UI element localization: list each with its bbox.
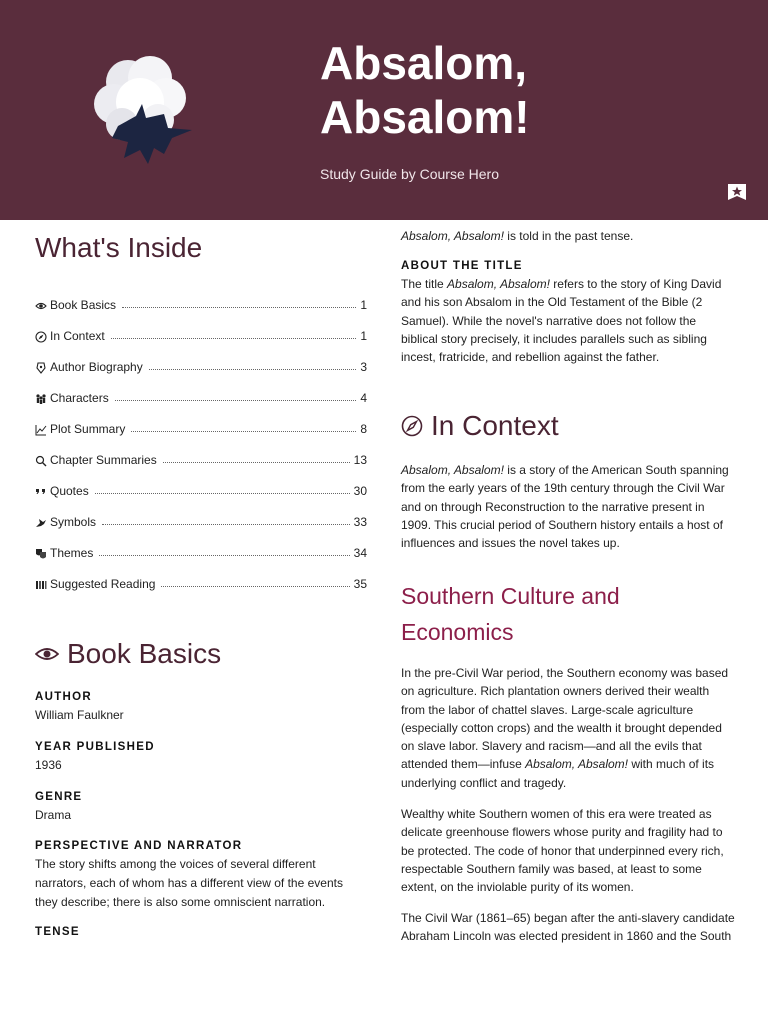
toc-label: Suggested Reading: [50, 577, 156, 591]
perspective-field: [35, 840, 367, 912]
toc-label: In Context: [50, 329, 105, 343]
toc-label: Author Biography: [50, 360, 143, 374]
toc-label: Themes: [50, 546, 94, 560]
context-sentence: is a story of the American South spanning from the early years of the 19th century through the Civil War and on through Reconstruction to the narrative present in 1909. This crucial period of Southern history entails a host of influences and issues the novel takes up.: [401, 463, 729, 551]
eye-icon: [35, 300, 47, 312]
people-icon: [35, 393, 47, 405]
compass-icon: [35, 331, 47, 343]
toc-page: 1: [360, 298, 367, 312]
toc-label: Chapter Summaries: [50, 453, 157, 467]
perspective-value: The story shifts among the voices of several different narrators, each of whom has a different view of the events they describe; there is also some omniscient narration.: [35, 857, 343, 909]
book-basics-heading: Book Basics: [67, 638, 222, 669]
toc-leader: [99, 555, 349, 556]
quote-icon: [35, 486, 47, 498]
toc-page: 4: [360, 391, 367, 405]
book-title: [320, 36, 530, 144]
books-icon: [35, 579, 47, 591]
toc-page: 8: [360, 422, 367, 436]
chart-icon: [35, 424, 47, 436]
bird-icon: [35, 517, 47, 529]
toc-page: 1: [360, 329, 367, 343]
toc-label: Book Basics: [50, 298, 117, 312]
toc-item-quotes[interactable]: [35, 480, 367, 498]
magnifier-icon: [35, 455, 47, 467]
italic-title: Absalom, Absalom!: [401, 229, 504, 243]
italic-title: Absalom, Absalom!: [447, 277, 550, 291]
eye-icon: [35, 646, 59, 662]
toc-leader: [161, 586, 349, 587]
toc-item-themes[interactable]: [35, 542, 367, 560]
tense-label: TENSE: [35, 926, 80, 938]
toc-item-author-biography[interactable]: [35, 356, 367, 374]
about-text-b: refers to the story of King David and his son Absalom in the Old Testament of the Bible (2 Samuel). While the novel's narrative does not follow the biblical story precisely, it includes parallels such as sibling incest, fratricide, and rebellion against the father.: [401, 277, 722, 365]
cotton-boll-logo: [88, 54, 198, 166]
toc-page: 35: [353, 577, 367, 591]
toc-leader: [95, 493, 350, 494]
book-basics-header: [35, 638, 221, 670]
southern-para-3: The Civil War (1861–65) began after the anti-slavery candidate Abraham Lincoln was elected president in 1860 and the South: [401, 911, 735, 944]
in-context-heading: In Context: [431, 410, 559, 441]
tense-text: [401, 227, 736, 245]
genre-value: Drama: [35, 808, 72, 822]
southern-para-1: [401, 664, 736, 792]
bookmark-star-icon: [727, 183, 747, 203]
toc-item-chapter-summaries[interactable]: [35, 449, 367, 467]
toc-item-plot-summary[interactable]: [35, 418, 367, 436]
toc-leader: [163, 462, 350, 463]
toc-item-symbols[interactable]: [35, 511, 367, 529]
toc-item-book-basics[interactable]: [35, 294, 367, 312]
toc-leader: [122, 307, 356, 308]
author-field: [35, 691, 367, 725]
year-label: YEAR PUBLISHED: [35, 741, 155, 753]
italic-title: Absalom, Absalom!: [401, 463, 504, 477]
genre-label: GENRE: [35, 791, 83, 803]
pen-nib-icon: [35, 362, 47, 374]
study-guide-subtitle: Study Guide by Course Hero: [320, 166, 499, 182]
toc-item-in-context[interactable]: [35, 325, 367, 343]
tense-field: [35, 926, 367, 938]
toc-leader: [111, 338, 357, 339]
author-value: William Faulkner: [35, 708, 124, 722]
genre-field: [35, 791, 367, 825]
header-banner: [0, 0, 768, 220]
toc-label: Plot Summary: [50, 422, 126, 436]
toc-page: 30: [353, 484, 367, 498]
toc-page: 13: [353, 453, 367, 467]
about-text-a: The title: [401, 277, 448, 291]
about-title-label: ABOUT THE TITLE: [401, 260, 523, 272]
southern-culture-heading: Southern Culture and Economics: [401, 583, 620, 645]
toc-leader: [115, 400, 357, 401]
about-title-text: [401, 275, 736, 366]
toc-leader: [102, 524, 350, 525]
toc-label: Symbols: [50, 515, 97, 529]
masks-icon: [35, 548, 47, 560]
toc-leader: [149, 369, 357, 370]
italic-title: Absalom, Absalom!: [525, 757, 629, 772]
book-title-line2: Absalom!: [320, 91, 530, 143]
toc-item-characters[interactable]: [35, 387, 367, 405]
book-title-line1: Absalom,: [320, 37, 528, 89]
compass-icon: [401, 415, 423, 437]
in-context-header: [401, 410, 559, 442]
toc-item-suggested-reading[interactable]: [35, 573, 367, 591]
para1-text-b: with much of its underlying conflict and tragedy.: [401, 757, 715, 790]
southern-para-2: Wealthy white Southern women of this era were treated as delicate greenhouse flowers whose purity and fragility had to be protected. The code of honor that underpinned every rich, respectable Southern family was based, at least to some extent, on the inviolable purity of its women.: [401, 807, 724, 895]
toc-page: 3: [360, 360, 367, 374]
para1-text-a: In the pre-Civil War period, the Southern economy was based on agriculture. Rich plantation owners derived their wealth from the labor of chattel slaves. Large-scale agriculture (especially cotton crops) and the wealth it brought depended on slave labor. Slavery and racism—and all the evils that attended them—infuse: [401, 666, 729, 772]
toc-page: 33: [353, 515, 367, 529]
toc-label: Quotes: [50, 484, 89, 498]
in-context-text: [401, 461, 736, 552]
toc-page: 34: [353, 546, 367, 560]
toc-label: Characters: [50, 391, 109, 405]
tense-sentence: is told in the past tense.: [503, 229, 634, 243]
year-value: 1936: [35, 758, 62, 772]
toc-heading: What's Inside: [35, 232, 203, 263]
year-field: [35, 741, 367, 775]
toc-leader: [131, 431, 356, 432]
perspective-label: PERSPECTIVE AND NARRATOR: [35, 840, 243, 852]
author-label: AUTHOR: [35, 691, 92, 703]
